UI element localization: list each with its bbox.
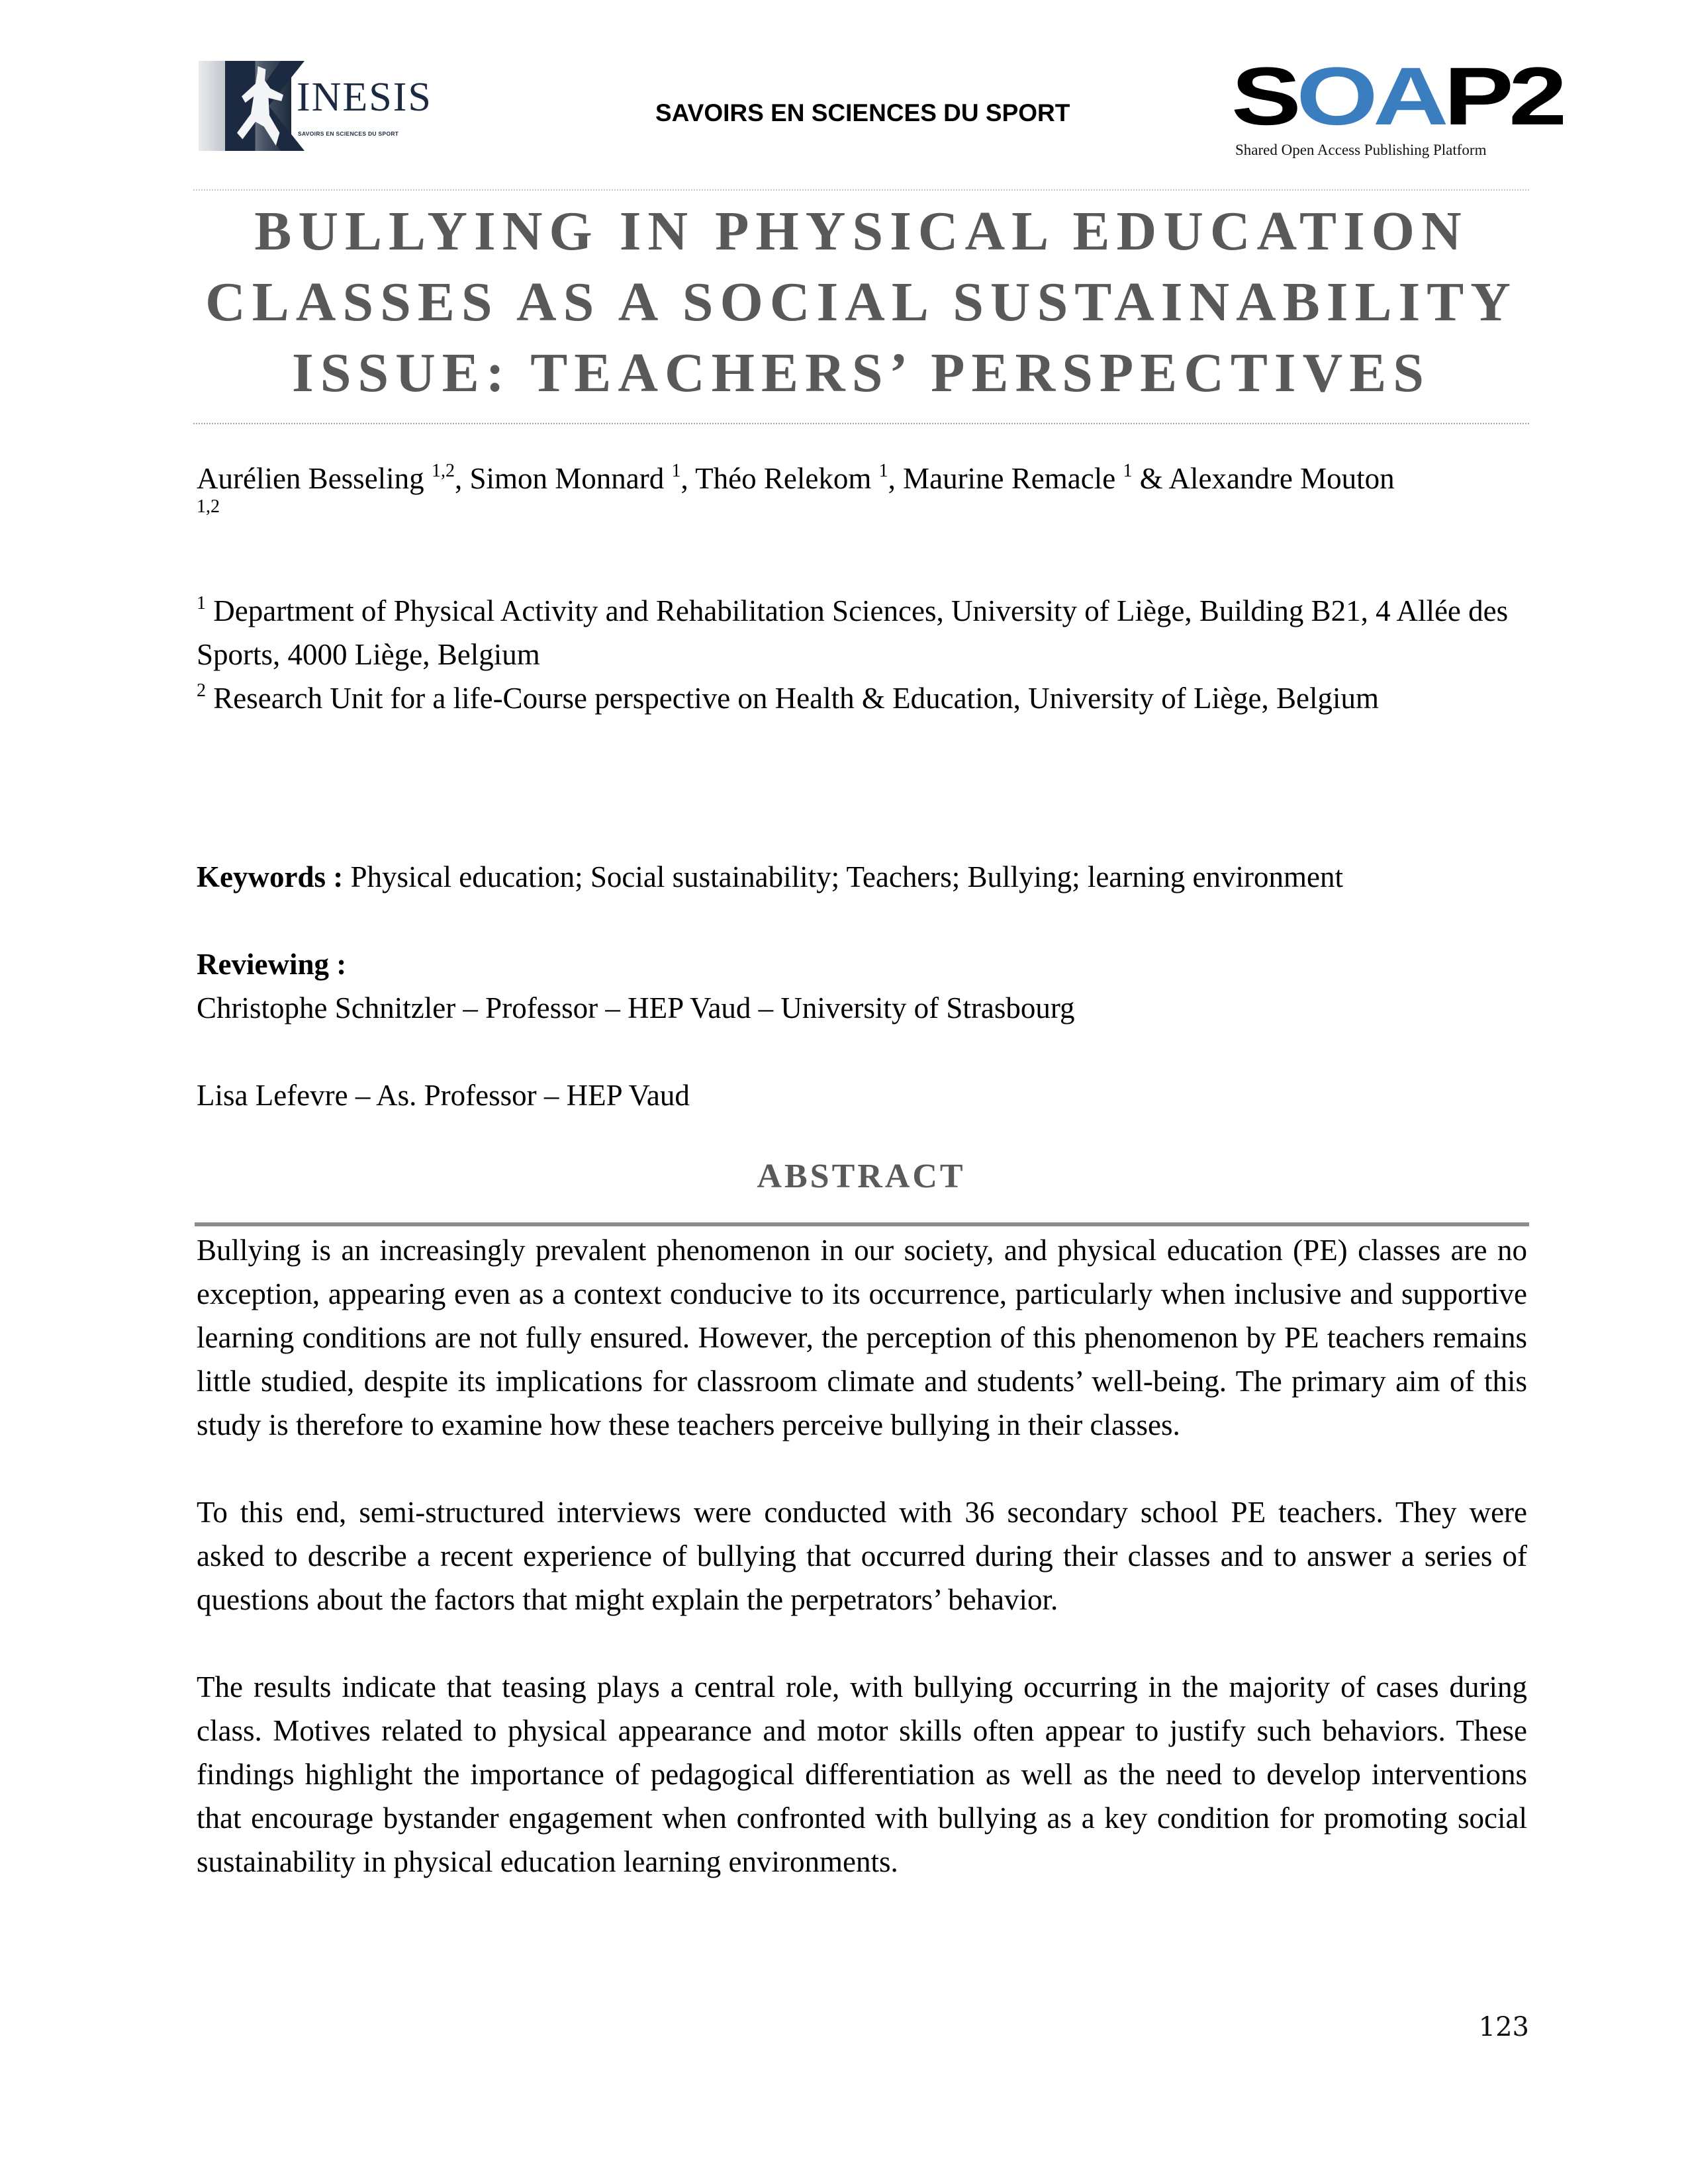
page-number: 123 <box>1478 2012 1529 2042</box>
page-header <box>0 0 1688 179</box>
abstract-paragraph: Bullying is an increasingly prevalent phenomenon in our society, and physical education (PE) classes are no exception, appearing even as a context conducive to its occurrence, particularly when inclusive and supportive learning conditions are not fully ensured. However, the perception of this phenomenon by PE teachers remains little studied, despite its implications for classroom climate and students’ well-being. The primary aim of this study is therefore to examine how these teachers perceive bullying in their classes. <box>197 1234 1527 1441</box>
soap2-letter-s: S <box>1231 51 1297 142</box>
kinesis-wordmark: INESIS <box>297 75 432 120</box>
author-separator: & <box>1132 462 1169 495</box>
author-name: Aurélien Besseling <box>197 462 424 495</box>
author-separator: , <box>888 462 904 495</box>
kinesis-logo <box>199 61 432 151</box>
author-name: Simon Monnard <box>469 462 665 495</box>
keywords-text: Physical education; Social sustainability; Teachers; Bullying; learning environment <box>350 860 1343 893</box>
affiliation-number: 2 <box>197 680 206 701</box>
affiliation-list <box>197 589 1527 720</box>
author-separator: , <box>680 462 696 495</box>
author-affiliation-marker: 1,2 <box>431 461 455 481</box>
affiliation-item <box>197 589 1527 676</box>
affiliation-number: 1 <box>197 593 206 614</box>
author-name: Théo Relekom <box>695 462 872 495</box>
abstract-divider <box>195 1222 1529 1226</box>
author-affiliation-marker: 1 <box>671 461 681 481</box>
author-affiliation-marker: 1 <box>878 461 888 481</box>
keywords-label: Keywords : <box>197 860 344 893</box>
abstract-body <box>197 1228 1527 1884</box>
affiliation-text: Department of Physical Activity and Rehabilitation Sciences, University of Liège, Building B21, 4 Allée des Sports, 4000 Liège, Belgium <box>197 594 1509 671</box>
reviewing-section <box>197 942 1527 1117</box>
paper-title <box>193 196 1529 408</box>
soap2-logo <box>1231 51 1562 163</box>
kinesis-tagline: SAVOIRS EN SCIENCES DU SPORT <box>298 130 399 137</box>
author-name: Alexandre Mouton <box>1168 462 1395 495</box>
keywords <box>197 855 1527 899</box>
spacer <box>197 1030 1527 1073</box>
title-line: CLASSES AS A SOCIAL SUSTAINABILITY <box>205 271 1517 333</box>
journal-title: SAVOIRS EN SCIENCES DU SPORT <box>655 99 1070 126</box>
title-line: BULLYING IN PHYSICAL EDUCATION <box>254 201 1468 262</box>
title-line: ISSUE: TEACHERS’ PERSPECTIVES <box>292 342 1430 404</box>
abstract-paragraph: To this end, semi-structured interviews were conducted with 36 secondary school PE teachers. They were asked to describe a recent experience of bullying that occurred during their classes and to answer a series of questions about the factors that might explain the perpetrators’ behavior. <box>197 1496 1527 1616</box>
reviewer-entry: Lisa Lefevre – As. Professor – HEP Vaud <box>197 1079 690 1112</box>
reviewing-label: Reviewing : <box>197 948 347 981</box>
abstract-heading: ABSTRACT <box>757 1158 966 1195</box>
soap2-subtitle: Shared Open Access Publishing Platform <box>1235 142 1487 158</box>
soap2-letters-oa: OA <box>1296 51 1444 142</box>
author-affiliation-marker: 1,2 <box>197 496 220 517</box>
author-list <box>197 462 1527 519</box>
reviewer-entry: Christophe Schnitzler – Professor – HEP Vaud – University of Strasbourg <box>197 991 1075 1024</box>
header-divider <box>193 189 1529 191</box>
soap2-letters-p2: P2 <box>1443 51 1562 142</box>
author-affiliation-marker: 1 <box>1123 461 1133 481</box>
author-name: Maurine Remacle <box>903 462 1116 495</box>
author-separator: , <box>454 462 470 495</box>
affiliation-item <box>197 676 1527 720</box>
affiliation-text: Research Unit for a life-Course perspective on Health & Education, University of Liège, Belgium <box>213 682 1379 715</box>
title-divider <box>193 423 1529 424</box>
abstract-paragraph: The results indicate that teasing plays a central role, with bullying occurring in the majority of cases during class. Motives related to physical appearance and motor skills often appear to justify such behaviors. These findings highlight the importance of pedagogical differentiation as well as the need to develop interventions that encourage bystander engagement when confronted with bullying as a key condition for promoting social sustainability in physical education learning environments. <box>197 1670 1527 1878</box>
soap2-wordmark <box>1231 51 1562 142</box>
